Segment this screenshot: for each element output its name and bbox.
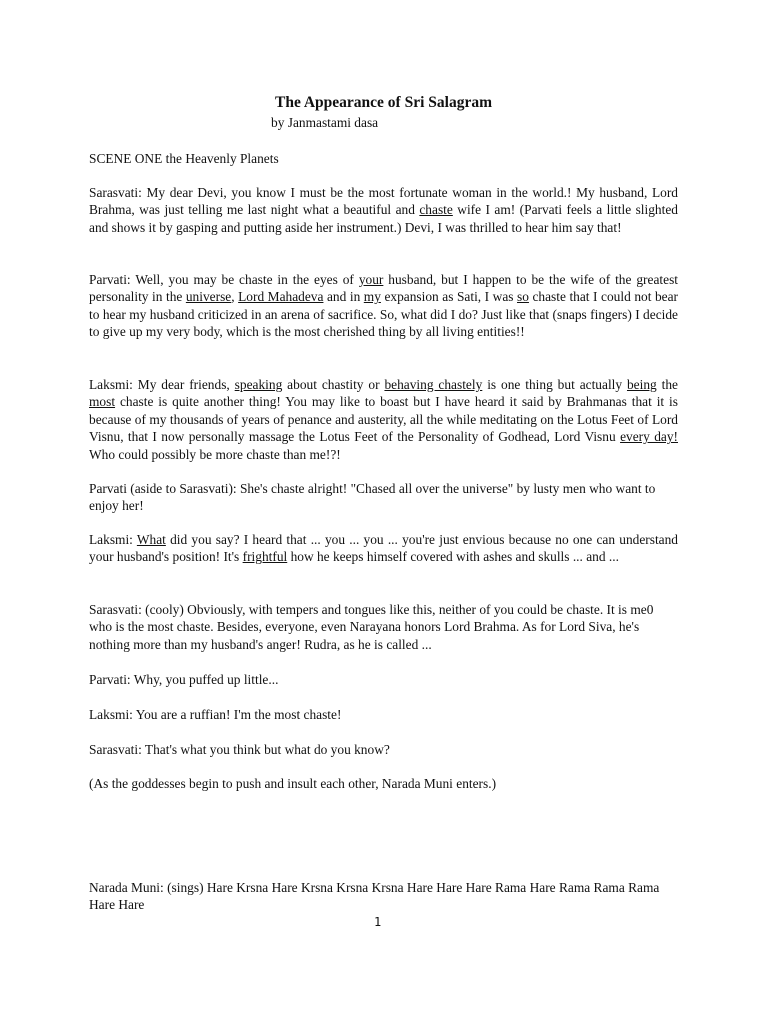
underlined-text: behaving chastely [384,377,483,392]
paragraph-narada-muni [89,879,678,914]
page-number: 1 [374,915,382,929]
text-run: Narada Muni: (sings) Hare Krsna Hare Krsna Krsna Krsna Hare Hare Hare Rama Hare Rama Rama Rama Hare Hare [89,880,660,913]
paragraph-sarasvati-2 [89,601,678,653]
underlined-text: chaste [419,202,453,218]
paragraph-parvati-2 [89,671,678,688]
underlined-text: What [136,532,166,547]
text-run: (As the goddesses begin to push and insult each other, Narada Muni enters.) [89,776,497,791]
paragraph-sarasvati-1 [89,184,678,236]
document-title: The Appearance of Sri Salagram [275,94,492,111]
text-run: Laksmi: You are a ruffian! I'm the most chaste! [89,707,342,722]
underlined-text: frightful [242,549,288,565]
text-run: about chastity or [282,377,385,392]
text-run: and in [323,289,364,305]
text-run: Laksmi: My dear friends, [89,377,235,392]
text-run: did you say? I heard that ... you ... you ... you're just envious because no one can understand your husband's position! It's [89,532,678,565]
text-run: Parvati: Why, you puffed up little... [89,672,279,687]
text-run: is one thing but actually [482,377,627,392]
text-run: Parvati: Well, you may be chaste in the eyes of [89,272,359,287]
text-run: chaste that I could not bear to hear my husband criticized in an arena of sacrifice. So, what did I do? Just like that (snaps fingers) I decide to give up my very body, which is the most cherished thing by all living entities!! [89,289,679,340]
paragraph-laksmi-2 [89,531,678,566]
text-run: Who could possibly be more chaste than me!?! [89,446,341,462]
text-run: Parvati (aside to Sarasvati): She's chaste alright! "Chased all over the universe" by lusty men who want to enjoy her! [89,481,656,514]
paragraph-parvati-1 [89,271,678,341]
underlined-text: Lord Mahadeva [238,289,324,305]
underlined-text: universe [185,289,232,305]
text-run: , [231,289,239,305]
underlined-text: being [626,377,657,392]
text-run: Sarasvati: My dear Devi, you know I must be the most fortunate woman in the world.! My husband, Lord Brahma, was just telling me last night what a beautiful and [89,185,678,218]
text-run: Sarasvati: (cooly) Obviously, with tempers and tongues like this, neither of you could be chaste. It is me0 who is the most chaste. Besides, everyone, even Narayana honors Lord Brahma. As for Lord Siva, he's nothing more than my husband's anger! Rudra, as he is called ... [89,602,654,652]
text-run: Sarasvati: That's what you think but what do you know? [89,742,390,757]
underlined-text: every day! [620,429,678,445]
paragraph-parvati-aside [89,480,678,515]
underlined-text: most [89,394,116,410]
text-run: the [656,377,678,392]
paragraph-laksmi-1 [89,376,678,463]
text-run: Laksmi: [89,532,137,547]
document-author: by Janmastami dasa [271,115,379,130]
scene-heading: SCENE ONE the Heavenly Planets [89,151,279,166]
paragraph-laksmi-3 [89,706,678,723]
stage-direction [89,775,678,792]
text-run: expansion as Sati, I was [380,289,518,305]
text-run: how he keeps himself covered with ashes and skulls ... and ... [287,549,619,565]
underlined-text: my [363,289,381,305]
text-run: husband, but I happen to be the wife of the greatest personality in the [89,272,678,305]
text-run: chaste is quite another thing! You may like to boast but I have heard it said by Brahmanas that it is because of my thousands of years of penance and austerity, all the while meditating on the Lotus Feet of Lord Visnu, that I now personally massage the Lotus Feet of the Personality of Godhead, Lord Visnu [89,394,678,445]
underlined-text: speaking [234,377,283,392]
underlined-text: so [517,289,529,305]
underlined-text: your [358,272,384,287]
paragraph-sarasvati-3 [89,741,678,758]
text-run: wife I am! (Parvati feels a little slighted and shows it by gasping and putting aside her instrument.) Devi, I was thrilled to hear him say that! [89,202,678,235]
